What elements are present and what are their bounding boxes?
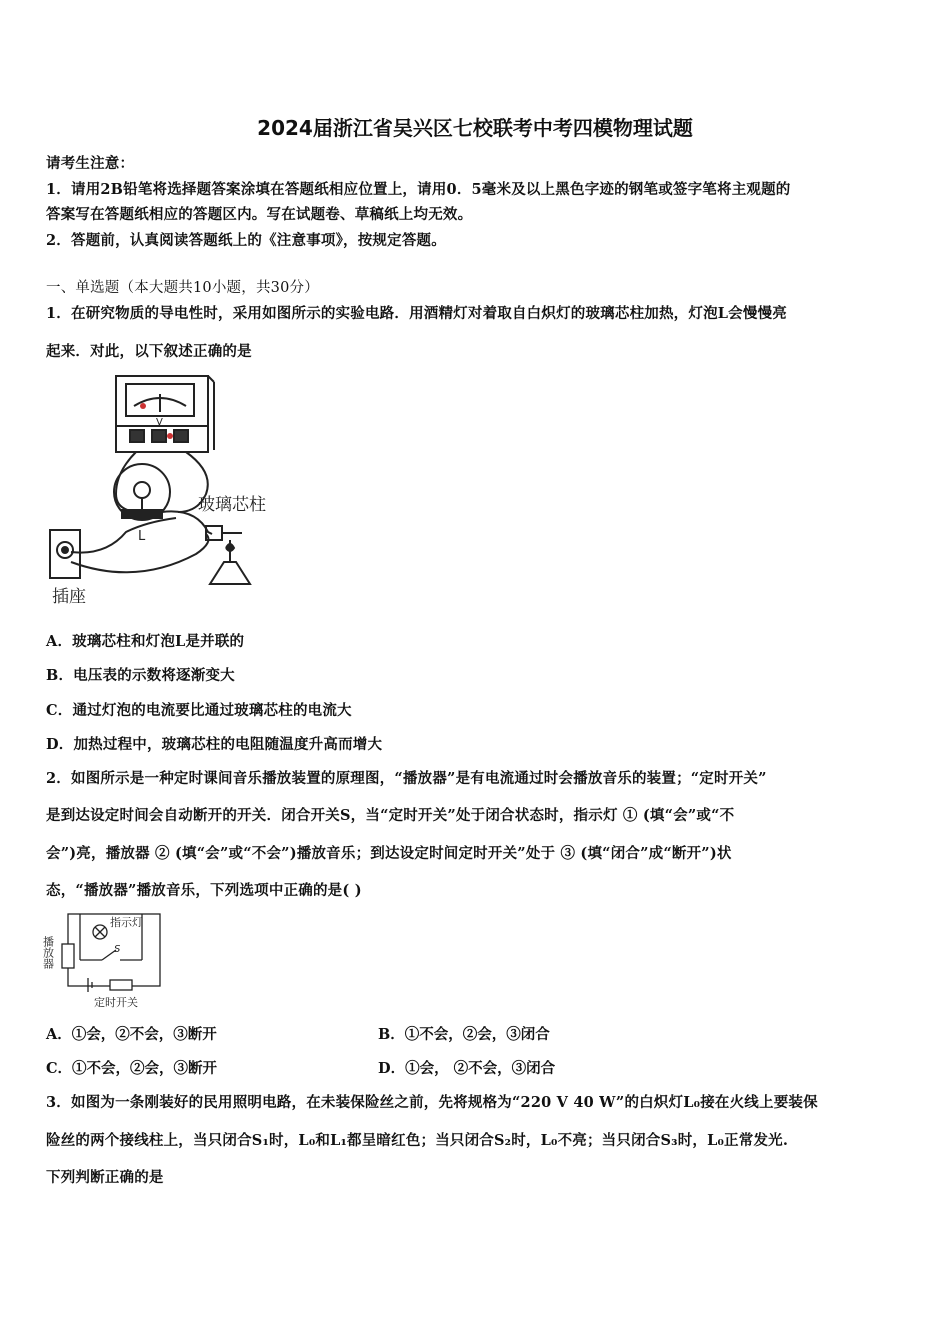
q2-option-b[interactable]: B．①不会，②会，③闭合	[378, 1026, 550, 1043]
lamp-label: L	[138, 529, 146, 544]
q2-circuit-figure	[41, 908, 174, 1012]
section-heading: 一、单选题（本大题共10小题，共30分）	[46, 280, 319, 296]
player-label: 播放器	[41, 936, 55, 969]
q3-stem-line-2: 险丝的两个接线柱上，当只闭合S₁时，L₀和L₁都呈暗红色；当只闭合S₂时，L₀不亮；当只闭合S₃时，L₀正常发光.	[46, 1132, 789, 1149]
page-title: 2024届浙江省吴兴区七校联考中考四模物理试题	[257, 116, 693, 140]
timer-switch-label: 定时开关	[94, 996, 138, 1009]
switch-label: S	[114, 944, 121, 955]
q1-option-c[interactable]: C．通过灯泡的电流要比通过玻璃芯柱的电流大	[46, 702, 352, 719]
q1-circuit-figure	[46, 372, 296, 610]
alcohol-lamp-icon	[210, 544, 250, 584]
glass-core-icon	[206, 526, 242, 562]
q2-stem-line-3: 会”)亮，播放器 ② (填“会”或“不会”)播放音乐；到达设定时间定时开关”处于 ③ (填“闭合”成“断开”)状	[46, 845, 732, 862]
socket-label: 插座	[52, 587, 86, 607]
notice-line-1: 1．请用2B铅笔将选择题答案涂填在答题纸相应位置上，请用0．5毫米及以上黑色字迹的钢笔或签字笔将主观题的	[46, 181, 791, 198]
q2-stem-line-1: 2．如图所示是一种定时课间音乐播放装置的原理图，“播放器”是有电流通过时会播放音乐的装置；“定时开关”	[46, 770, 767, 787]
indicator-lamp-label: 指示灯	[110, 916, 143, 929]
outlet-icon	[50, 530, 80, 578]
q1-option-a[interactable]: A．玻璃芯柱和灯泡L是并联的	[46, 633, 245, 650]
q2-stem-line-4: 态，“播放器”播放音乐，下列选项中正确的是( )	[46, 882, 362, 899]
q2-option-d[interactable]: D．①会， ②不会，③闭合	[378, 1060, 556, 1077]
glass-core-label: 玻璃芯柱	[198, 495, 266, 515]
notice-heading: 请考生注意：	[46, 155, 135, 172]
q3-stem-line-1: 3．如图为一条刚装好的民用照明电路，在未装保险丝之前，先将规格为“220 V 40 W”的白炽灯L₀接在火线上要装保	[46, 1094, 818, 1111]
voltmeter-icon	[116, 376, 214, 452]
q2-option-c[interactable]: C．①不会，②会，③断开	[46, 1060, 218, 1077]
q2-stem-line-2: 是到达设定时间会自动断开的开关．闭合开关S，当“定时开关”处于闭合状态时，指示灯 ① (填“会”或“不	[46, 807, 735, 824]
notice-line-2: 答案写在答题纸相应的答题区内。写在试题卷、草稿纸上均无效。	[46, 206, 473, 223]
q1-stem-line-1: 1．在研究物质的导电性时，采用如图所示的实验电路．用酒精灯对着取自白炽灯的玻璃芯柱加热，灯泡L会慢慢亮	[46, 305, 787, 322]
notice-line-3: 2．答题前，认真阅读答题纸上的《注意事项》，按规定答题。	[46, 232, 446, 249]
q2-option-a[interactable]: A．①会，②不会，③断开	[46, 1026, 217, 1043]
q1-option-b[interactable]: B．电压表的示数将逐渐变大	[46, 667, 235, 684]
voltmeter-label: V	[156, 417, 163, 428]
q1-option-d[interactable]: D．加热过程中，玻璃芯柱的电阻随温度升高而增大	[46, 736, 383, 753]
q1-stem-line-2: 起来．对此，以下叙述正确的是	[46, 343, 252, 360]
q3-stem-line-3: 下列判断正确的是	[46, 1169, 164, 1186]
bulb-icon	[114, 464, 170, 520]
